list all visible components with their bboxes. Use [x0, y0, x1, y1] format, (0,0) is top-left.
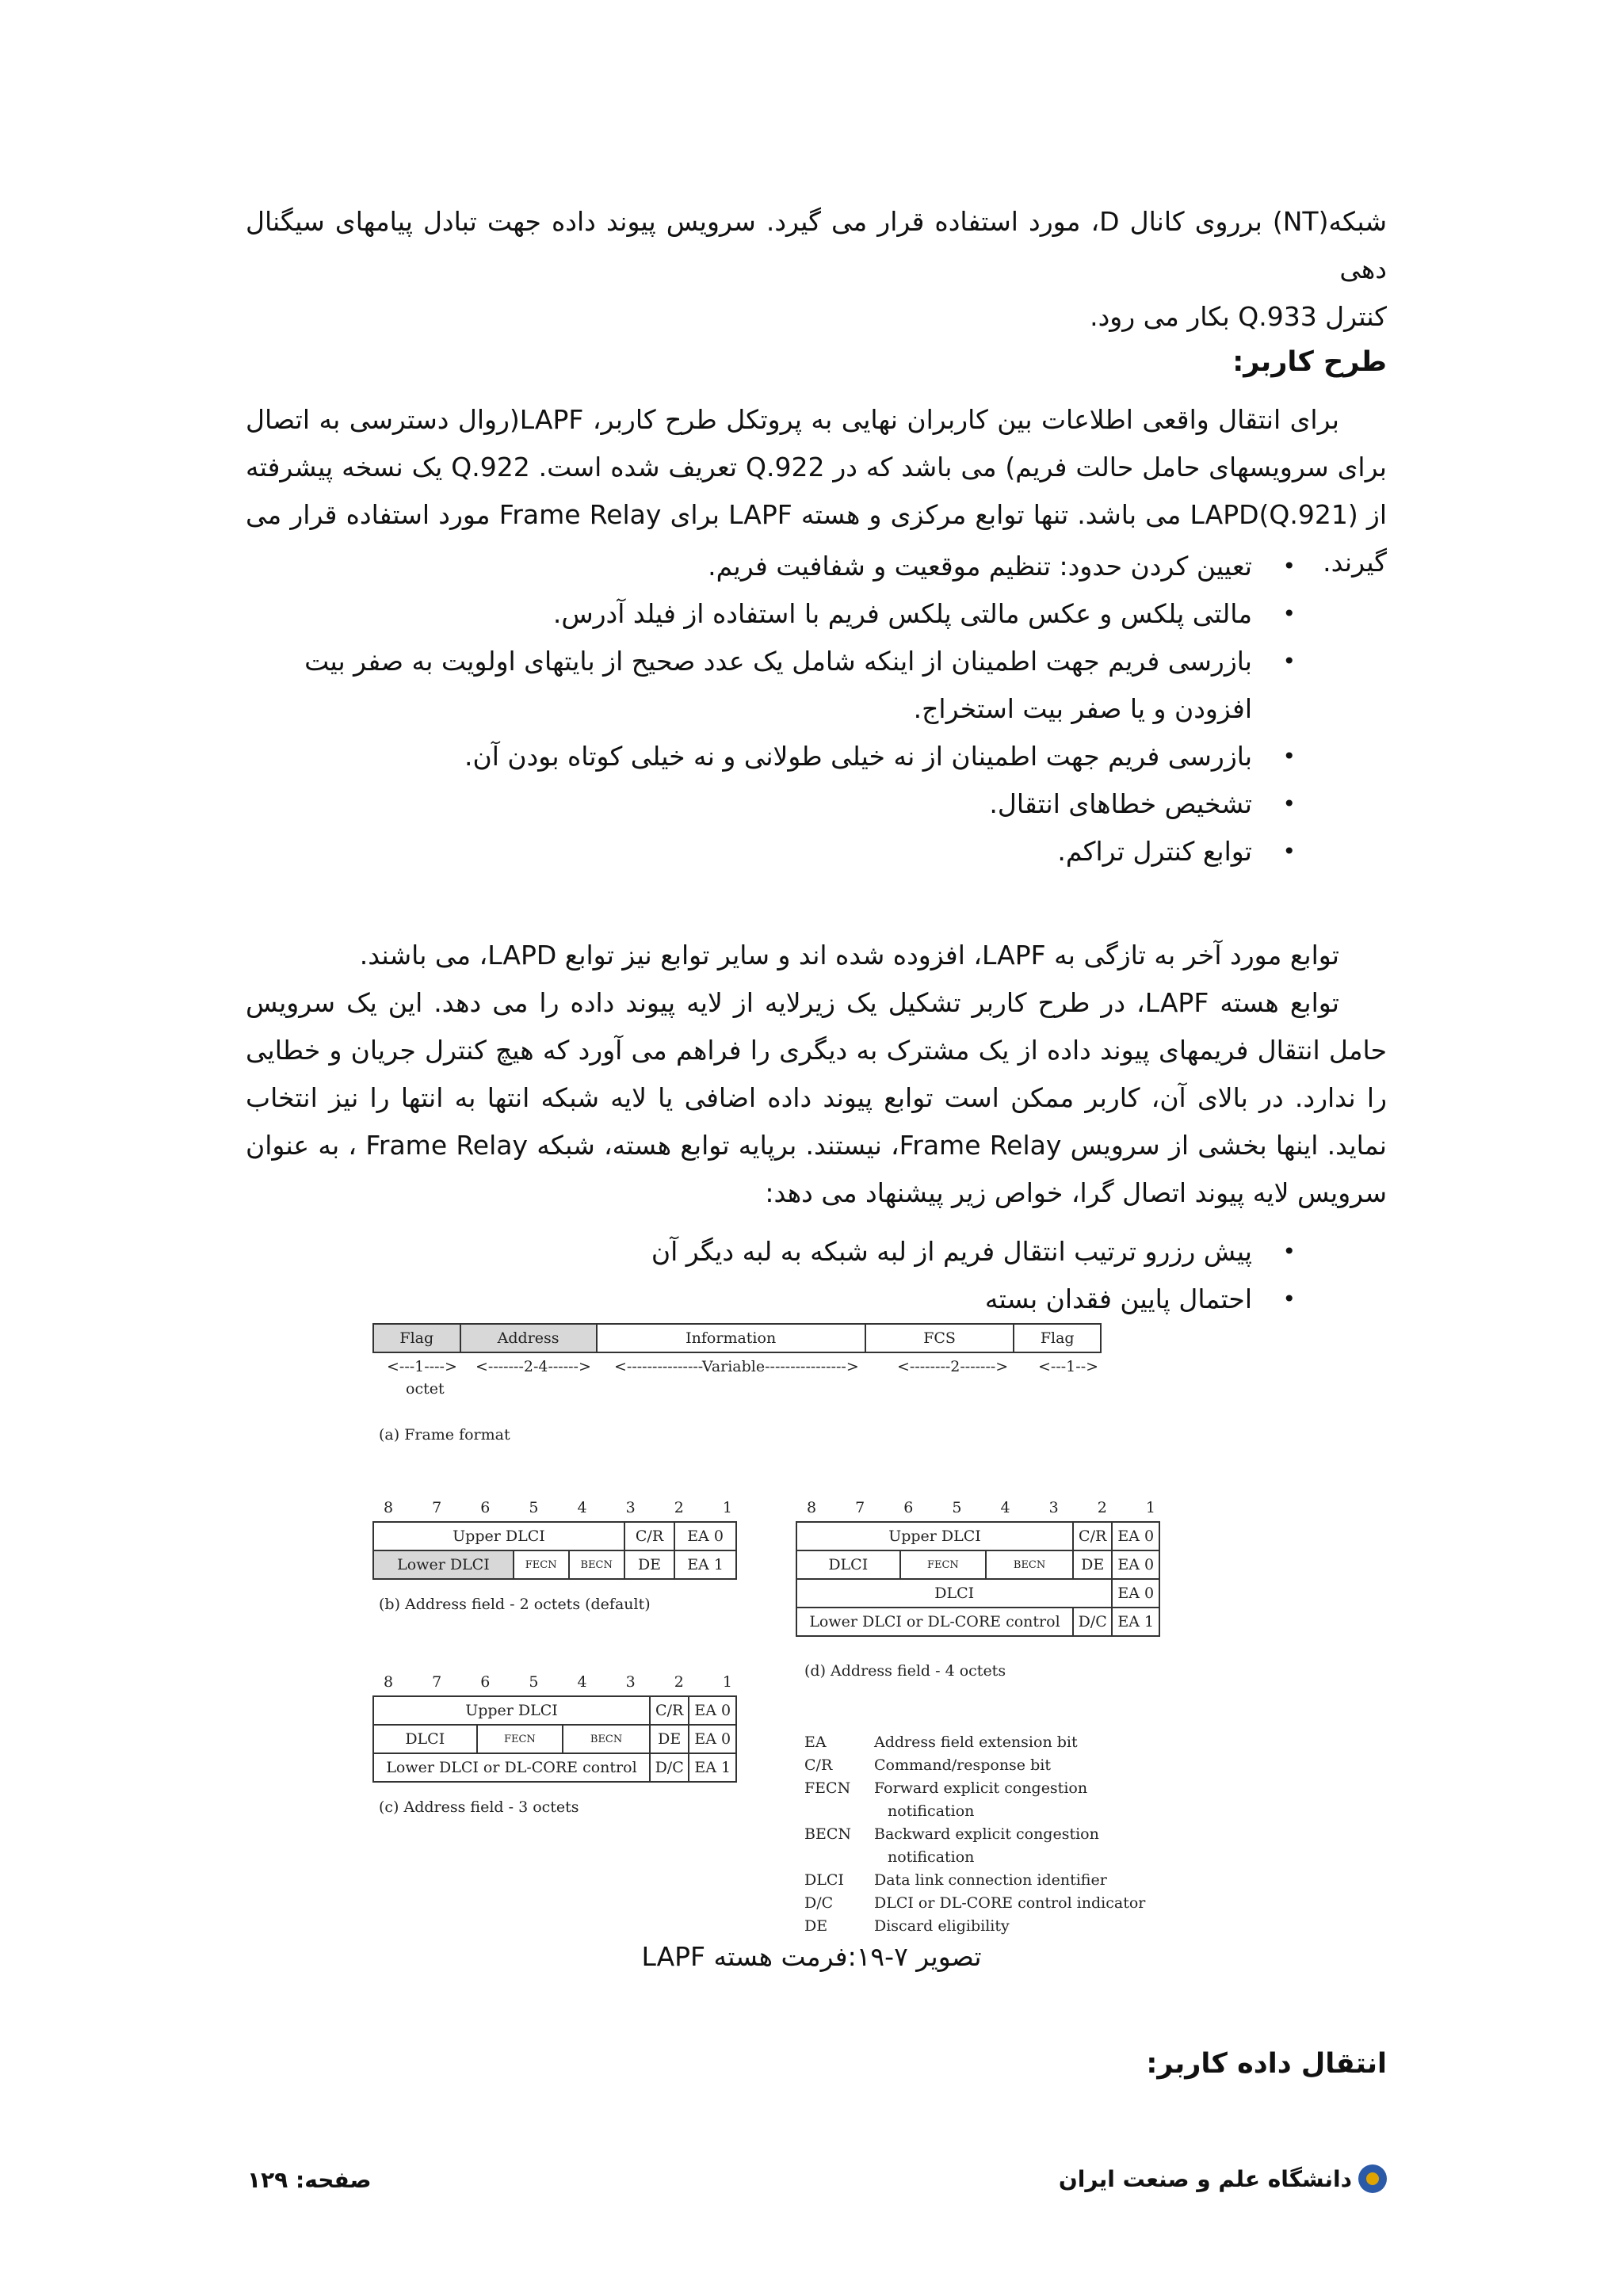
- ea-cell: EA 0: [1112, 1550, 1159, 1579]
- ea-cell: EA 1: [1112, 1608, 1159, 1636]
- becn-cell: BECN: [986, 1550, 1073, 1579]
- university-logo-icon: [1358, 2164, 1387, 2193]
- address-4-octets-label: (d) Address field - 4 octets: [804, 1662, 1006, 1680]
- ea-cell: EA 1: [689, 1753, 736, 1782]
- intro-line-1: شبکه(NT) برروی کانال D، مورد استفاده قرار می گیرد. سرویس پیوند داده جهت تبادل پیامهای سیگنال دهی: [246, 206, 1387, 284]
- frame-format-label: (a) Frame format: [379, 1426, 510, 1444]
- address-2-octets-table: [372, 1521, 737, 1580]
- list-item: • تعیین کردن حدود: تنظیم موقعیت و شفافیت فریم.: [246, 543, 1387, 590]
- lower-dlci-cell: Lower DLCI: [373, 1550, 514, 1579]
- frame-field: FCS: [865, 1324, 1014, 1352]
- ea-cell: EA 1: [674, 1550, 736, 1579]
- core-text-1: توابع مورد آخر به تازگی به LAPF، افزوده شده اند و سایر توابع نیز توابع LAPD، می باشند.: [359, 940, 1339, 971]
- address-3-octets-label: (c) Address field - 3 octets: [379, 1798, 579, 1816]
- legend-row: DE Discard eligibility: [804, 1917, 1010, 1935]
- intro-line-2: کنترل Q.933 بکار می رود.: [1090, 301, 1387, 332]
- figure-caption: تصویر ۷-۱۹:فرمت هسته LAPF: [641, 1941, 982, 1972]
- dc-cell: D/C: [650, 1753, 689, 1782]
- footer-university: [1059, 2164, 1387, 2193]
- user-plan-heading: طرح کاربر:: [1232, 346, 1387, 378]
- upper-dlci-cell: Upper DLCI: [373, 1522, 624, 1550]
- legend-row: EA Address field extension bit: [804, 1733, 1078, 1751]
- dc-cell: D/C: [1073, 1608, 1112, 1636]
- becn-cell: BECN: [569, 1550, 624, 1579]
- becn-cell: BECN: [563, 1725, 650, 1753]
- cr-cell: C/R: [650, 1696, 689, 1725]
- ea-cell: EA 0: [689, 1696, 736, 1725]
- fecn-cell: FECN: [477, 1725, 563, 1753]
- lapf-core-format-figure: [372, 1323, 1173, 1941]
- legend-row: notification: [888, 1802, 975, 1820]
- cr-cell: C/R: [1073, 1522, 1112, 1550]
- list-item: • احتمال پایین فقدان بسته: [246, 1276, 1387, 1323]
- bit-numbers: 8 7 6 5 4 3 2 1: [384, 1499, 732, 1516]
- address-2-octets-label: (b) Address field - 2 octets (default): [379, 1596, 651, 1613]
- frame-size: <---------------Variable---------------->: [614, 1358, 859, 1375]
- list-item: • پیش رزرو ترتیب انتقال فریم از لبه شبکه به لبه دیگر آن: [246, 1228, 1387, 1276]
- frame-size: <-------2-4------>: [475, 1358, 591, 1375]
- octet-label: octet: [406, 1380, 445, 1398]
- frame-size: <---1-->: [1038, 1358, 1099, 1375]
- frame-size: <--------2------->: [897, 1358, 1009, 1375]
- frame-field: Address: [460, 1324, 597, 1352]
- list-item: • مالتی پلکس و عکس مالتی پلکس فریم با استفاده از فیلد آدرس.: [246, 590, 1387, 638]
- university-name: دانشگاه علم و صنعت ایران: [1058, 2165, 1352, 2192]
- dlci-cell: DLCI: [796, 1550, 900, 1579]
- list-item: • بازرسی فریم جهت اطمینان از اینکه شامل یک عدد صحیح از بایتهای اولویت به صفر بیت افزودن و یا صفر بیت استخراج.: [246, 638, 1387, 733]
- legend-row: notification: [888, 1848, 975, 1866]
- list-item: • توابع کنترل تراکم.: [246, 828, 1387, 875]
- frame-size: <---1---->: [387, 1358, 457, 1375]
- page-number: [247, 2167, 372, 2193]
- frame-field: Flag: [373, 1324, 460, 1352]
- cr-cell: C/R: [624, 1522, 674, 1550]
- ea-cell: EA 0: [689, 1725, 736, 1753]
- upper-dlci-cell: Upper DLCI: [373, 1696, 650, 1725]
- legend-row: DLCI Data link connection identifier: [804, 1871, 1107, 1889]
- intro-paragraph: [246, 198, 1387, 341]
- bit-numbers: 8 7 6 5 4 3 2 1: [807, 1499, 1155, 1516]
- ea-cell: EA 0: [674, 1522, 736, 1550]
- user-plan-text: برای انتقال واقعی اطلاعات بین کاربران نهایی به پروتکل طرح کاربر، LAPF(روال دسترسی به اتصال برای سرویسهای حامل حالت فریم) می باشد که در Q.922 تعریف شده است. Q.922 یک نسخه پیشرفته از LAPD(Q.921) می باشد. تنها توابع مرکزی و هسته LAPF برای Frame Relay مورد استفاده قرار می گیرند.: [246, 404, 1388, 578]
- de-cell: DE: [624, 1550, 674, 1579]
- list-item: • بازرسی فریم جهت اطمینان از نه خیلی طولانی و نه خیلی کوتاه بودن آن.: [246, 733, 1387, 780]
- page-number-value: ۱۲۹: [247, 2167, 288, 2193]
- lower-core-cell: Lower DLCI or DL-CORE control: [796, 1608, 1073, 1636]
- lower-core-cell: Lower DLCI or DL-CORE control: [373, 1753, 650, 1782]
- lapf-functions-list: [246, 543, 1387, 875]
- address-4-octets-table: [796, 1521, 1160, 1637]
- ea-cell: EA 0: [1112, 1579, 1159, 1608]
- legend-row: D/C DLCI or DL-CORE control indicator: [804, 1894, 1146, 1912]
- legend-row: FECN Forward explicit congestion: [804, 1779, 1088, 1797]
- page-label: صفحه:: [296, 2167, 372, 2193]
- frame-field: Information: [597, 1324, 865, 1352]
- list-item: • تشخیص خطاهای انتقال.: [246, 780, 1387, 828]
- dlci-cell: DLCI: [796, 1579, 1112, 1608]
- frame-relay-properties-list: [246, 1228, 1387, 1323]
- legend-row: C/R Command/response bit: [804, 1756, 1051, 1774]
- ea-cell: EA 0: [1112, 1522, 1159, 1550]
- dlci-cell: DLCI: [373, 1725, 477, 1753]
- fecn-cell: FECN: [900, 1550, 987, 1579]
- fecn-cell: FECN: [514, 1550, 569, 1579]
- frame-field: Flag: [1014, 1324, 1101, 1352]
- de-cell: DE: [1073, 1550, 1112, 1579]
- core-text-2: توابع هسته LAPF، در طرح کاربر تشکیل یک زیرلایه از لایه پیوند داده را می دهد. این یک سرویس حامل انتقال فریمهای پیوند داده از یک مشترک به دیگری را فراهم می آورد که هیچ کنترل جریان و خطایی را ندارد. در بالای آن، کاربر ممکن است توابع پیوند داده اضافی یا لایه شبکه انتها به انتها را نیز انتخاب نماید. اینها بخشی از سرویس Frame Relay، نیستند. برپایه توابع هسته، شبکه Frame Relay ، به عنوان سرویس لایه پیوند اتصال گرا، خواص زیر پیشنهاد می دهد:: [246, 987, 1387, 1208]
- de-cell: DE: [650, 1725, 689, 1753]
- abbreviation-legend: [804, 1731, 1145, 1938]
- user-data-heading: انتقال داده کاربر:: [1146, 2048, 1387, 2080]
- frame-format-table: [372, 1323, 1102, 1353]
- legend-row: BECN Backward explicit congestion: [804, 1825, 1099, 1843]
- address-3-octets-table: [372, 1695, 737, 1783]
- bit-numbers: 8 7 6 5 4 3 2 1: [384, 1673, 732, 1691]
- upper-dlci-cell: Upper DLCI: [796, 1522, 1073, 1550]
- core-paragraph: [246, 932, 1387, 1217]
